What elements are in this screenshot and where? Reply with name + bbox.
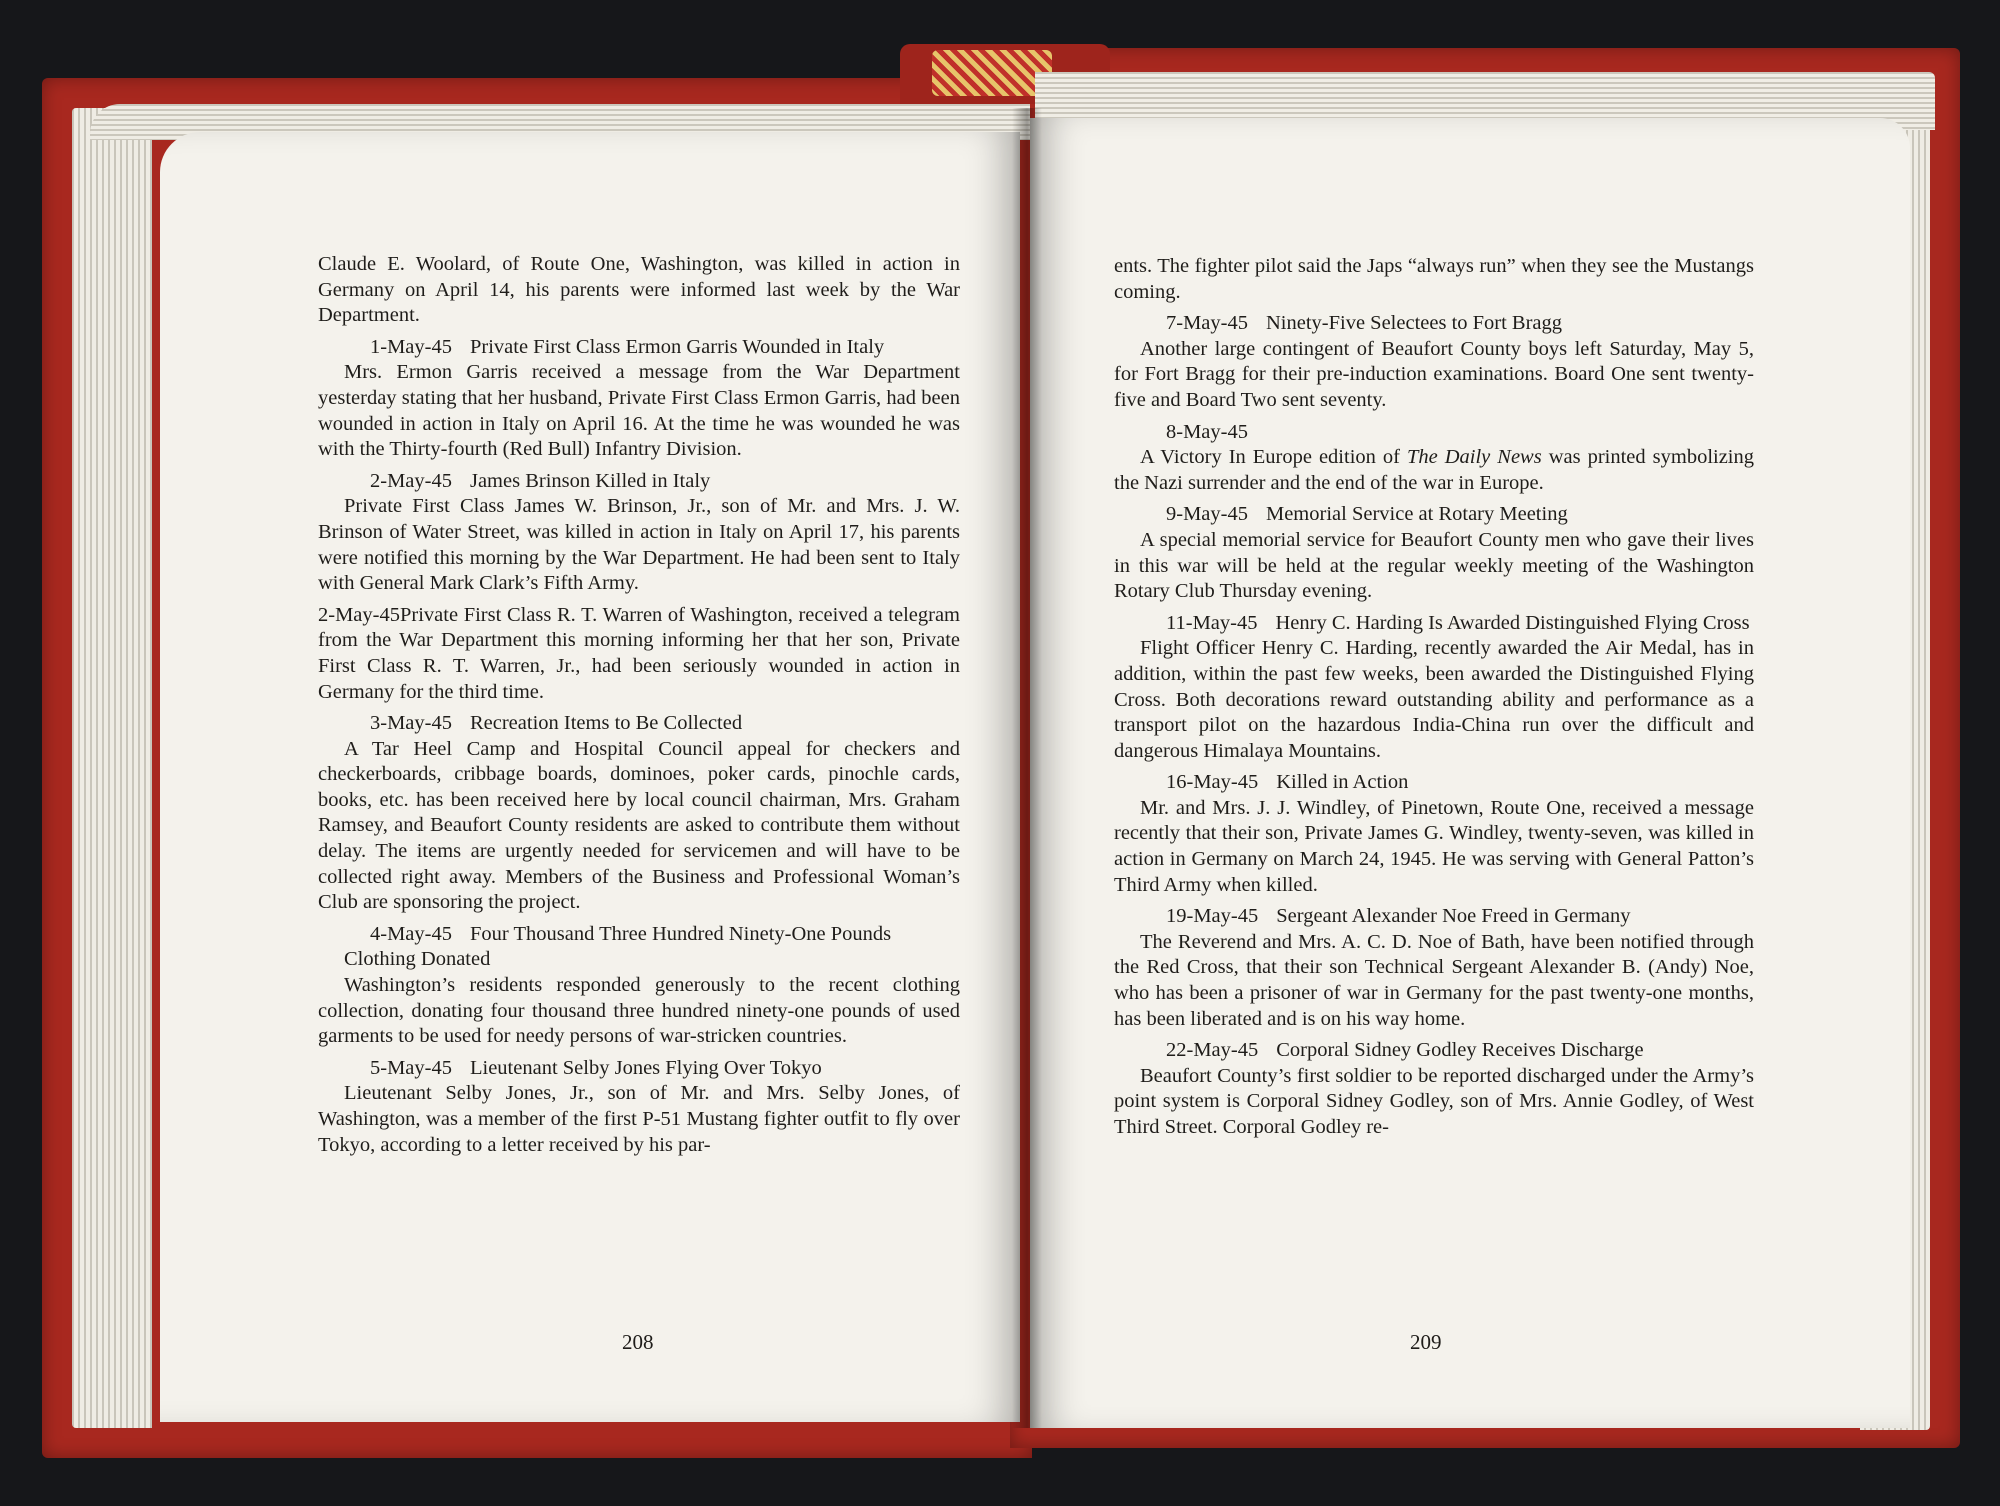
entry-1-may-45 [318, 335, 960, 463]
entry-9-may-45 [1114, 502, 1754, 604]
entry-heading [1114, 611, 1754, 637]
entry-2-may-45-brinson [318, 469, 960, 597]
entry-title: James Brinson Killed in Italy [469, 469, 711, 492]
intro-paragraph: Claude E. Woolard, of Route One, Washington, was killed in action in Germany on April 14, his parents were informed last week by the War Department. [318, 253, 960, 327]
entry-body: Lieutenant Selby Jones, Jr., son of Mr. and Mrs. Selby Jones, of Washington, was a member of the first P-51 Mustang fighter outfit to fly over Tokyo, according to a letter received by his par- [318, 1082, 960, 1156]
entry-title: Corporal Sidney Godley Receives Discharge [1276, 1039, 1644, 1062]
entry-body: The Reverend and Mrs. A. C. D. Noe of Bath, have been notified through the Red Cross, that their son Technical Sergeant Alexander B. (Andy) Noe, who has been a prisoner of war in Germany for the past twenty-one months, has been liberated and is on his way home. [1114, 930, 1754, 1030]
continuation-paragraph: ents. The fighter pilot said the Japs “always run” when they see the Mustangs coming. [1114, 255, 1754, 303]
right-page-text [1114, 254, 1754, 1141]
entry-date: 19-May-45 [1166, 905, 1259, 928]
left-page-edges [72, 108, 152, 1428]
entry-heading [1114, 770, 1754, 796]
entry-title: Killed in Action [1276, 771, 1409, 794]
entry-7-may-45 [1114, 311, 1754, 413]
entry-body: A special memorial service for Beaufort County men who gave their lives in this war will be held at the regular weekly meeting of the Washington Rotary Club Thursday evening. [1114, 528, 1754, 603]
entry-2-may-45-warren [318, 603, 960, 705]
page-number-left: 208 [622, 1330, 654, 1354]
entry-title: Private First Class Ermon Garris Wounded in Italy [469, 335, 885, 358]
entry-body: Another large contingent of Beaufort County boys left Saturday, May 5, for Fort Bragg for their pre-induction examinations. Board One sent twenty-five and Board Two sent seventy. [1114, 337, 1754, 411]
entry-heading [1114, 1038, 1754, 1064]
entry-heading [1114, 420, 1754, 446]
entry-8-may-45 [1114, 420, 1754, 497]
entry-title: Sergeant Alexander Noe Freed in Germany [1276, 905, 1631, 928]
entry-11-may-45 [1114, 611, 1754, 765]
entry-body: Flight Officer Henry C. Harding, recently awarded the Air Medal, has in addition, within the past few weeks, been awarded the Distinguished Flying Cross. Both decorations reward outstanding ability and performance as a transport pilot on the hazardous India-China run over the difficult and dangerous Himalaya Mountains. [1114, 637, 1754, 762]
entry-title: Memorial Service at Rotary Meeting [1265, 503, 1568, 526]
entry-22-may-45 [1114, 1038, 1754, 1140]
body-text: A Victory In Europe edition of [1140, 446, 1407, 469]
book-gutter [1012, 108, 1042, 1428]
entry-date: 11-May-45 [1166, 611, 1258, 634]
entry-heading [318, 603, 960, 705]
entry-heading [1114, 311, 1754, 337]
entry-16-may-45 [1114, 770, 1754, 898]
entry-date: 8-May-45 [1166, 420, 1248, 443]
entry-date: 16-May-45 [1166, 771, 1259, 794]
entry-date: 3-May-45 [370, 712, 452, 735]
entry-date: 1-May-45 [370, 335, 452, 358]
entry-date: 2-May-45 [318, 603, 400, 626]
entry-heading [318, 335, 960, 361]
entry-date: 5-May-45 [370, 1056, 452, 1079]
entry-title: Henry C. Harding Is Awarded Distinguished Flying Cross [1275, 611, 1750, 634]
entry-date: 2-May-45 [370, 469, 452, 492]
left-page-text [318, 252, 960, 1158]
page-number-right: 209 [1410, 1330, 1442, 1354]
entry-heading [318, 922, 960, 973]
entry-title: Four Thousand Three Hundred Ninety-One Pounds Clothing Donated [344, 922, 892, 971]
newspaper-title: The Daily News [1406, 446, 1542, 469]
entry-body: Mr. and Mrs. J. J. Windley, of Pinetown, Route One, received a message recently that their son, Private James G. Windley, twenty-seven, was killed in action in Germany on March 24, 1945. He was serving with General Patton’s Third Army when killed. [1114, 796, 1754, 896]
entry-5-may-45 [318, 1056, 960, 1158]
entry-heading [318, 469, 960, 495]
entry-date: 7-May-45 [1166, 312, 1248, 335]
entry-19-may-45 [1114, 904, 1754, 1032]
headband [932, 50, 1052, 96]
entry-body [1114, 445, 1754, 496]
entry-title: Ninety-Five Selectees to Fort Bragg [1265, 312, 1563, 335]
entry-body: Private First Class James W. Brinson, Jr., son of Mr. and Mrs. J. W. Brinson of Water Street, was killed in action in Italy on April 17, his parents were notified this morning by the War Department. He had been sent to Italy with General Mark Clark’s Fifth Army. [318, 495, 960, 595]
entry-body: Washington’s residents responded generously to the recent clothing collection, donating four thousand three hundred ninety-one pounds of used garments to be used for needy persons of war-stricken countries. [318, 974, 960, 1048]
entry-heading [318, 711, 960, 737]
entry-body: A Tar Heel Camp and Hospital Council appeal for checkers and checkerboards, cribbage boards, dominoes, poker cards, pinochle cards, books, etc. has been received here by local council chairman, Mrs. Graham Ramsey, and Beaufort County residents are asked to contribute them without delay. The items are urgently needed for servicemen and will have to be collected right away. Members of the Business and Professional Woman’s Club are sponsoring the project. [318, 737, 960, 914]
entry-title: Lieutenant Selby Jones Flying Over Tokyo [469, 1056, 822, 1079]
entry-heading [1114, 502, 1754, 528]
entry-3-may-45 [318, 711, 960, 916]
entry-date: 22-May-45 [1166, 1039, 1259, 1062]
entry-text: Private First Class R. T. Warren of Washington, received a telegram from the War Department this morning informing her that her son, Private First Class R. T. Warren, Jr., had been seriously wounded in action in Germany for the third time. [318, 603, 960, 703]
body-text: was printed symbolizing the Nazi surrender and the end of the war in Europe. [1114, 446, 1755, 494]
entry-date: 4-May-45 [370, 922, 452, 945]
entry-body: Mrs. Ermon Garris received a message from the War Department yesterday stating that her husband, Private First Class Ermon Garris, had been wounded in action in Italy on April 16. At the time he was wounded he was with the Thirty-fourth (Red Bull) Infantry Division. [318, 361, 960, 461]
entry-body: Beaufort County’s first soldier to be reported discharged under the Army’s point system is Corporal Sidney Godley, son of Mrs. Annie Godley, of West Third Street. Corporal Godley re- [1114, 1064, 1754, 1138]
entry-heading [1114, 904, 1754, 930]
entry-heading [318, 1056, 960, 1082]
entry-date: 9-May-45 [1166, 503, 1248, 526]
entry-title: Recreation Items to Be Collected [469, 712, 743, 735]
entry-4-may-45 [318, 922, 960, 1050]
